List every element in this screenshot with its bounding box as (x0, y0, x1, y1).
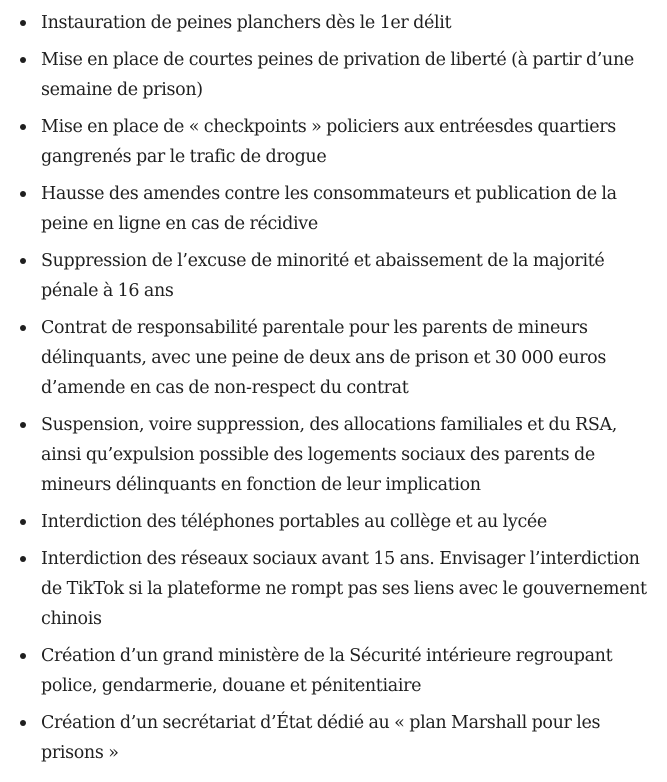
list-item-text: Création d’un grand ministère de la Sécurité intérieure regroupant police, gendarmerie, douane et pénitentiaire (41, 646, 613, 696)
bullet-icon (20, 325, 26, 331)
list-item (0, 708, 667, 768)
list-item-text: Création d’un secrétariat d’État dédié au « plan Marshall pour les prisons » (41, 713, 601, 763)
list-item (0, 246, 667, 306)
bullet-icon (20, 191, 26, 197)
list-item (0, 544, 667, 634)
bullet-list (0, 8, 667, 775)
bullet-icon (20, 258, 26, 264)
bullet-icon (20, 57, 26, 63)
list-item-text: Mise en place de courtes peines de privation de liberté (à partir d’une semaine de prison) (41, 50, 634, 100)
list-item-text: Contrat de responsabilité parentale pour les parents de mineurs délinquants, avec une peine de deux ans de prison et 30 000 euros d’amende en cas de non-respect du contrat (41, 318, 606, 398)
list-item (0, 313, 667, 403)
list-item (0, 8, 667, 38)
list-item-text: Interdiction des téléphones portables au collège et au lycée (41, 512, 547, 532)
bullet-icon (20, 20, 26, 26)
list-item (0, 112, 667, 172)
list-item-text: Suppression de l’excuse de minorité et abaissement de la majorité pénale à 16 ans (41, 251, 605, 301)
list-item-text: Interdiction des réseaux sociaux avant 15 ans. Envisager l’interdiction de TikTok si la plateforme ne rompt pas ses liens avec le gouvernement chinois (41, 549, 647, 629)
bullet-icon (20, 124, 26, 130)
list-item-text: Hausse des amendes contre les consommateurs et publication de la peine en ligne en cas de récidive (41, 184, 617, 234)
bullet-icon (20, 422, 26, 428)
bullet-icon (20, 519, 26, 525)
bullet-icon (20, 556, 26, 562)
bullet-icon (20, 720, 26, 726)
list-item (0, 45, 667, 105)
list-item-text: Instauration de peines planchers dès le 1er délit (41, 13, 452, 33)
bullet-icon (20, 653, 26, 659)
list-item (0, 641, 667, 701)
list-item (0, 179, 667, 239)
list-item (0, 507, 667, 537)
list-item (0, 410, 667, 500)
list-item-text: Mise en place de « checkpoints » policiers aux entréesdes quartiers gangrenés par le trafic de drogue (41, 117, 616, 167)
list-item-text: Suspension, voire suppression, des allocations familiales et du RSA, ainsi qu’expulsion possible des logements sociaux des parents de mineurs délinquants en fonction de leur implication (41, 415, 618, 495)
